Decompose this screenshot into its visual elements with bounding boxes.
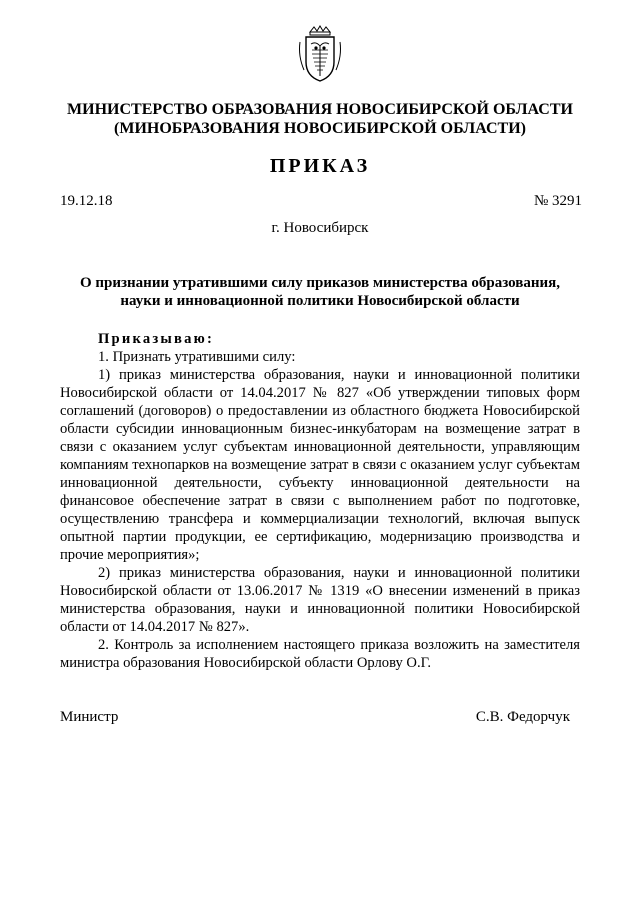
- ministry-short-name: (МИНОБРАЗОВАНИЯ НОВОСИБИРСКОЙ ОБЛАСТИ): [114, 120, 526, 137]
- decree-heading: Приказываю:: [98, 331, 215, 347]
- document-body: [60, 330, 580, 672]
- clause-1-item-2: 2) приказ министерства образования, науки и инновационной политики Новосибирской области от 13.06.2017 № 1319 «О внесении изменений в приказ министерства образования, науки и инновационной политики Новосибирской области от 14.04.2017 № 827».: [60, 565, 580, 635]
- clause-1: 1. Признать утратившими силу:: [98, 349, 296, 365]
- document-date: 19.12.18: [60, 193, 113, 209]
- document-type-title: ПРИКАЗ: [269, 155, 371, 177]
- signatory-name: С.В. Федорчук: [475, 709, 570, 725]
- document-subject: О признании утратившими силу приказов министерства образования, науки и инновационной политики Новосибирской области: [79, 275, 561, 309]
- document-city: г. Новосибирск: [271, 220, 369, 236]
- clause-1-item-1: 1) приказ министерства образования, науки и инновационной политики Новосибирской области от 14.04.2017 № 827 «Об утверждении типовых форм соглашений (договоров) о предоставлении из областного бюджета Новосибирской области субсидии инновационным бизнес-инкубаторам на возмещение затрат в связи с оказанием услуг субъектам инновационной деятельности, управляющим компаниям технопарков на возмещение затрат в связи с оказанием услуг субъектам инновационной деятельности, субъекту инновационной деятельности на финансовое обеспечение затрат в связи с выполнением работ по подготовке, осуществлению трансфера и коммерциализации технологий, включая выпуск опытной партии продукции, ее сертификацию, модернизацию производства и прочие мероприятия»;: [60, 367, 580, 563]
- coat-of-arms-icon: [296, 24, 344, 84]
- signatory-position: Министр: [60, 709, 119, 725]
- ministry-name: МИНИСТЕРСТВО ОБРАЗОВАНИЯ НОВОСИБИРСКОЙ ОБЛАСТИ: [67, 101, 573, 118]
- document-number: № 3291: [533, 193, 582, 209]
- clause-2: 2. Контроль за исполнением настоящего приказа возложить на заместителя министра образования Новосибирской области Орлову О.Г.: [60, 637, 580, 671]
